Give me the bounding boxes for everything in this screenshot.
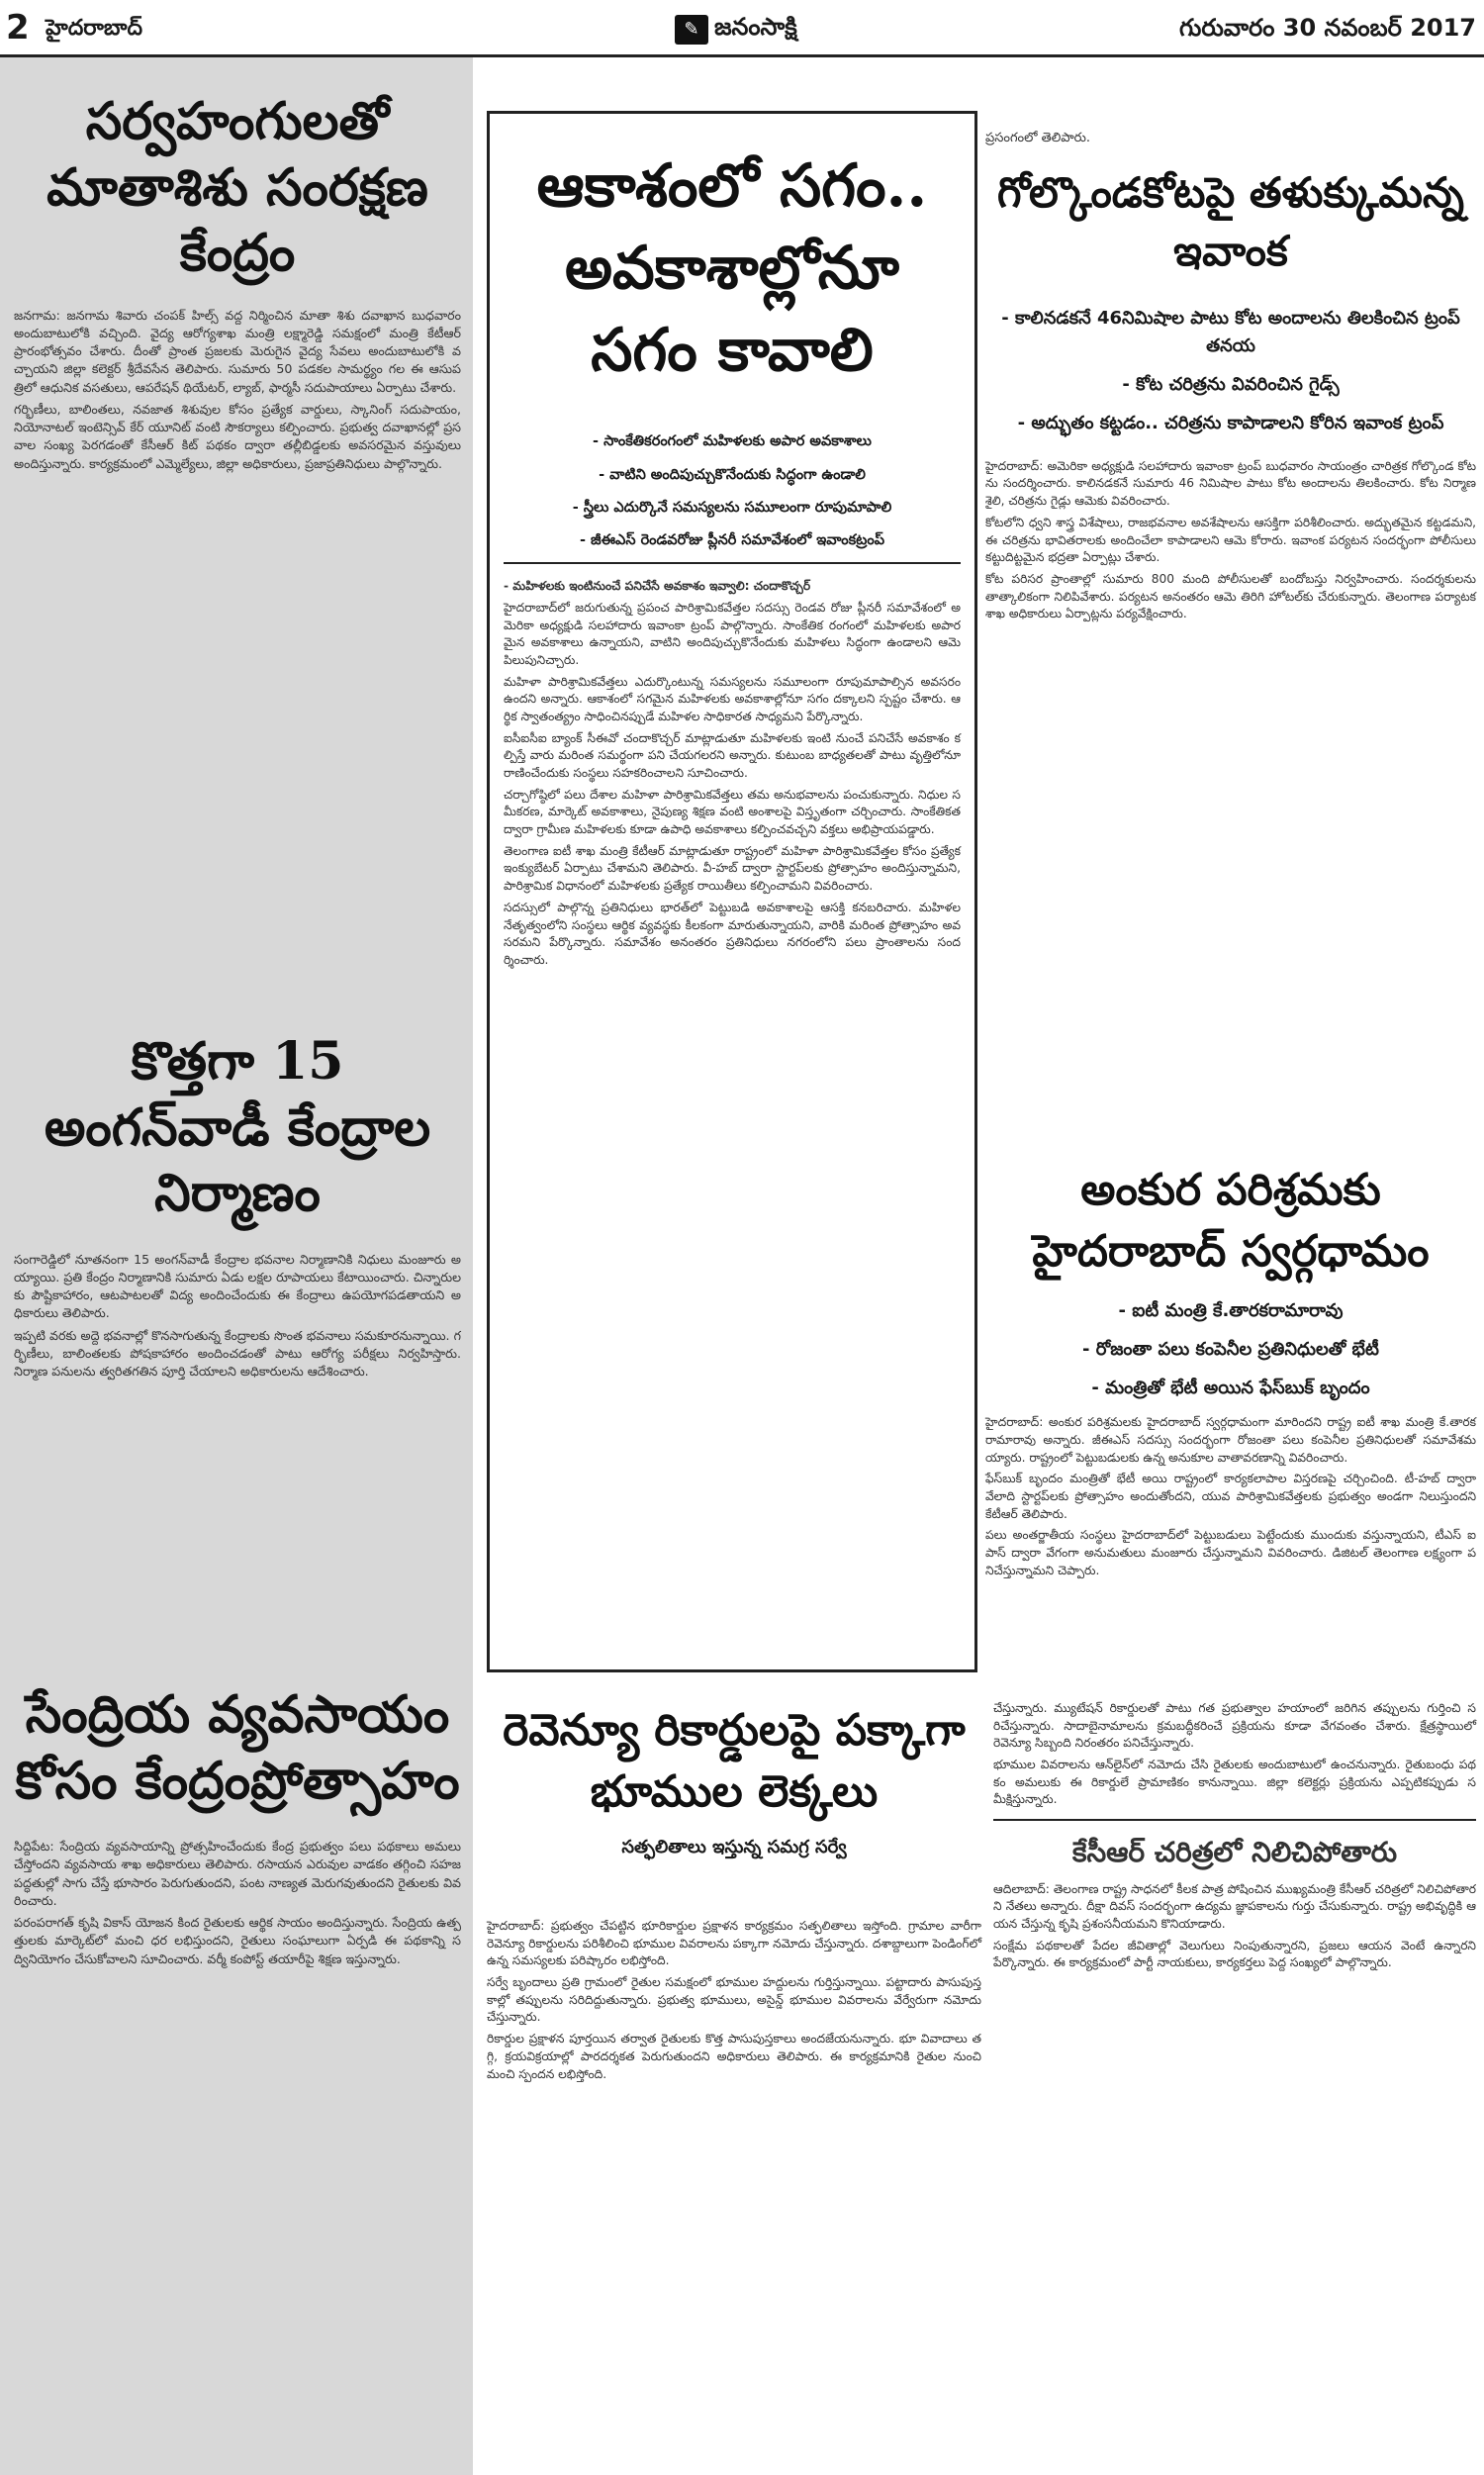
article-body (985, 1414, 1476, 1579)
article-land-records (487, 1700, 1476, 2081)
article-headline: సేంద్రియ వ్యవసాయం కోసం కేంద్రంప్రోత్సాహం (15, 1684, 460, 1811)
page-header (0, 0, 1484, 57)
page-date: గురువారం 30 నవంబర్ 2017 (1179, 14, 1476, 42)
article-headline: కొత్తగా 15 అంగన్‌వాడీ కేంద్రాల నిర్మాణం (44, 1031, 431, 1224)
article-maternal-child-center (14, 89, 461, 477)
article-body (14, 1838, 461, 1968)
article-bullet: - మంత్రితో భేటీ అయిన ఫేస్‌బుక్ బృందం (1091, 1377, 1370, 1398)
article-paragraph: పలు అంతర్జాతీయ సంస్థలు హైదరాబాద్‌లో పెట్టుబడులు పెట్టేందుకు ముందుకు వస్తున్నాయని, టీఎస్ ఐపాస్ ద్వారా వేగంగా అనుమతులు మంజూరు చేస్తున్నామని వివరించారు. డిజిటల్ తెలంగాణ లక్ష్యంగా పనిచేస్తున్నామని చెప్పారు. (985, 1528, 1476, 1577)
article-bullet: - రోజంతా పలు కంపెనీల ప్రతినిధులతో భేటీ (1082, 1338, 1379, 1360)
article-paragraph: పరంపరాగత్ కృషి వికాస్ యోజన కింద రైతులకు ఆర్థిక సాయం అందిస్తున్నారు. సేంద్రియ ఉత్పత్తులకు మార్కెట్‌లో మంచి ధర లభిస్తుందని, రైతులు సంఘాలుగా ఏర్పడి ఈ పథకాన్ని సద్వినియోగం చేసుకోవాలని సూచించారు. వర్మీ కంపోస్ట్ తయారీపై శిక్షణ ఇస్తున్నారు. (14, 1915, 461, 1966)
article-paragraph: తెలంగాణ ఐటీ శాఖ మంత్రి కేటీఆర్ మాట్లాడుతూ రాష్ట్రంలో మహిళా పారిశ్రామికవేత్తల కోసం ప్రత్యేక ఇంక్యుబేటర్ ఏర్పాటు చేశామని తెలిపారు. వీ-హబ్ ద్వారా స్టార్టప్‌లకు ప్రోత్సాహం అందిస్తున్నామని, పారిశ్రామిక విధానంలో మహిళలకు ప్రత్యేక రాయితీలు కల్పించామని వివరించారు. (504, 843, 961, 894)
article-paragraph: సదస్సులో పాల్గొన్న ప్రతినిధులు భారత్‌లో పెట్టుబడి అవకాశాలపై ఆసక్తి కనబరిచారు. మహిళల నేతృత్వంలోని సంస్థలు ఆర్థిక వ్యవస్థకు కీలకంగా మారుతున్నాయని, వారికి మరింత ప్రోత్సాహం అవసరమని పేర్కొన్నారు. సమావేశం అనంతరం ప్రతినిధులు నగరంలోని పలు ప్రాంతాలను సందర్శించారు. (504, 900, 961, 967)
article-bullet: - కాలినడకనే 46నిమిషాల పాటు కోట అందాలను తిలకించిన ట్రంప్ తనయ (1001, 307, 1460, 357)
article-body-col-1 (487, 1918, 981, 2087)
article-headline: సర్వహంగులతో మాతాశిశు సంరక్షణ కేంద్రం (46, 91, 428, 284)
article-paragraph: సంక్షేమ పథకాలతో పేదల జీవితాల్లో వెలుగులు నింపుతున్నారని, ప్రజలు ఆయన వెంటే ఉన్నారని పేర్కొన్నారు. ఈ కార్యక్రమంలో పార్టీ నాయకులు, కార్యకర్తలు పెద్ద సంఖ్యలో పాల్గొన్నారు. (993, 1938, 1476, 1970)
feature-bullet: - స్త్రీలు ఎదుర్కొనే సమస్యలను సమూలంగా రూపుమాపాలి (572, 499, 892, 516)
article-paragraph: చర్చాగోష్ఠిలో పలు దేశాల మహిళా పారిశ్రామికవేత్తలు తమ అనుభవాలను పంచుకున్నారు. నిధుల సమీకరణ, మార్కెట్ అవకాశాలు, నైపుణ్య శిక్షణ వంటి అంశాలపై విస్తృతంగా చర్చించారు. సాంకేతికత ద్వారా గ్రామీణ మహిళలకు కూడా ఉపాధి అవకాశాలు కల్పించవచ్చని వక్తలు అభిప్రాయపడ్డారు. (504, 787, 961, 837)
newspaper-name: జనంసాక్షి (714, 12, 797, 41)
article-subheadline: కేసీఆర్ చరిత్రలో నిలిచిపోతారు (1071, 1836, 1398, 1869)
feature-ivanka-ges (487, 111, 977, 1672)
article-paragraph: హైదరాబాద్‌లో జరుగుతున్న ప్రపంచ పారిశ్రామికవేత్తల సదస్సు రెండవ రోజు ప్లీనరీ సమావేశంలో అమెరికా అధ్యక్షుడి సలహాదారు ఇవాంకా ట్రంప్ పాల్గొన్నారు. సాంకేతిక రంగంలో మహిళలకు అపారమైన అవకాశాలు ఉన్నాయని, వాటిని అందిపుచ్చుకొనేందుకు మహిళలు సిద్ధంగా ఉండాలని ఆమె పిలుపునిచ్చారు. (504, 600, 961, 667)
article-paragraph: సిద్దిపేట: సేంద్రియ వ్యవసాయాన్ని ప్రోత్సహించేందుకు కేంద్ర ప్రభుత్వం పలు పథకాలు అమలు చేస్తోందని వ్యవసాయ శాఖ అధికారులు తెలిపారు. రసాయన ఎరువుల వాడకం తగ్గించి సహజ పద్ధతుల్లో సాగు చేస్తే భూసారం పెరుగుతుందని, పంట నాణ్యత మెరుగవుతుందని రైతులకు వివరించారు. (14, 1839, 461, 1908)
feature-bullet: - సాంకేతికరంగంలో మహిళలకు అపార అవకాశాలు (593, 433, 872, 450)
article-paragraph: కోట పరిసర ప్రాంతాల్లో సుమారు 800 మంది పోలీసులతో బందోబస్తు నిర్వహించారు. సందర్శకులను తాత్కాలికంగా నిలిపివేశారు. పర్యటన అనంతరం ఆమె తిరిగి హోటల్‌కు చేరుకున్నారు. తెలంగాణ పర్యాటక శాఖ అధికారులు ఏర్పాట్లను పర్యవేక్షించారు. (985, 571, 1476, 621)
article-organic-farming (14, 1682, 461, 1972)
article-paragraph: సంగారెడ్డిలో నూతనంగా 15 అంగన్‌వాడీ కేంద్రాల భవనాల నిర్మాణానికి నిధులు మంజూరు అయ్యాయి. ప్రతి కేంద్రం నిర్మాణానికి సుమారు ఏడు లక్షల రూపాయలు కేటాయించారు. చిన్నారులకు పౌష్టికాహారం, ఆటపాటలతో విద్య అందించేందుకు ఈ కేంద్రాలు ఉపయోగపడతాయని అధికారులు తెలిపారు. (14, 1251, 461, 1321)
article-paragraph: జనగామ: జనగామ శివారు చంపక్ హిల్స్ వద్ద నిర్మించిన మాతా శిశు దవాఖాన బుధవారం అందుబాటులోకి వచ్చింది. వైద్య ఆరోగ్యశాఖ మంత్రి లక్ష్మారెడ్డి సమక్షంలో మంత్రి కేటీఆర్ ప్రారంభోత్సవం చేశారు. దీంతో ప్రాంత ప్రజలకు మెరుగైన వైద్య సేవలు అందుబాటులోకి వచ్చాయని జిల్లా కలెక్టర్ శ్రీదేవసేన తెలిపారు. సుమారు 50 పడకల సామర్థ్యం గల ఈ ఆసుపత్రిలో ఆధునిక వసతులు, ఆపరేషన్ థియేటర్, ల్యాబ్, ఫార్మసీ సదుపాయాలు ఏర్పాటు చేశారు. (14, 307, 461, 395)
article-paragraph: మహిళా పారిశ్రామికవేత్తలు ఎదుర్కొంటున్న సమస్యలను సమూలంగా రూపుమాపాల్సిన అవసరం ఉందని అన్నారు. ఆకాశంలో సగమైన మహిళలకు అవకాశాల్లోనూ సగం దక్కాలని స్పష్టం చేశారు. ఆర్థిక స్వాతంత్య్రం సాధించినప్పుడే మహిళల సాధికారత సాధ్యమని పేర్కొన్నారు. (504, 674, 961, 723)
article-paragraph: ఇప్పటి వరకు అద్దె భవనాల్లో కొనసాగుతున్న కేంద్రాలకు సొంత భవనాలు సమకూరనున్నాయి. గర్భిణీలు, బాలింతలకు పోషకాహారం అందించడంతో పాటు ఆరోగ్య పరీక్షలు నిర్వహిస్తారు. నిర్మాణ పనులను త్వరితగతిన పూర్తి చేయాలని అధికారులను ఆదేశించారు. (14, 1327, 461, 1380)
article-body (14, 1251, 461, 1381)
continuation-line: ప్రసంగంలో తెలిపారు. (985, 131, 1091, 145)
divider (504, 562, 961, 564)
article-paragraph: కోటలోని ధ్వని శాస్త్ర విశేషాలు, రాజభవనాల అవశేషాలను ఆసక్తిగా పరిశీలించారు. అద్భుతమైన కట్టడమని, ఈ చరిత్రను భావితరాలకు అందించేలా కాపాడాలని ఆమె కోరారు. ఇవాంక పర్యటన సందర్భంగా పోలీసులు కట్టుదిట్టమైన భద్రతా ఏర్పాట్లు చేశారు. (985, 515, 1476, 565)
article-golkonda-visit (985, 164, 1476, 627)
feature-headline: ఆకాశంలో సగం.. అవకాశాల్లోనూ సగం కావాలి (536, 151, 928, 385)
article-body (985, 458, 1476, 623)
article-paragraph: చేస్తున్నారు. మ్యుటేషన్ రికార్డులతో పాటు గత ప్రభుత్వాల హయాంలో జరిగిన తప్పులను గుర్తించి సరిచేస్తున్నారు. సాదాబైనామాలను క్రమబద్ధీకరించే ప్రక్రియను కూడా వేగవంతం చేశారు. క్షేత్రస్థాయిలో రెవెన్యూ సిబ్బంది నిరంతరం పనిచేస్తున్నారు. (993, 1701, 1476, 1751)
feature-body (504, 578, 961, 969)
newspaper-logo-icon: ✎ (675, 15, 708, 45)
article-body-col-2 (993, 1700, 1476, 1976)
article-startup-hub (985, 1160, 1476, 1584)
feature-bullet: - వాటిని అందిపుచ్చుకొనేందుకు సిద్ధంగా ఉండాలి (599, 466, 866, 483)
article-bullet: - ఐటీ మంత్రి కే.తారకరామారావు (1118, 1299, 1344, 1321)
feature-bullets (504, 430, 961, 552)
article-paragraph: రికార్డుల ప్రక్షాళన పూర్తయిన తర్వాత రైతులకు కొత్త పాసుపుస్తకాలు అందజేయనున్నారు. భూ వివాదాలు తగ్గి, క్రయవిక్రయాల్లో పారదర్శకత పెరుగుతుందని అధికారులు తెలిపారు. ఈ కార్యక్రమానికి రైతుల నుంచి మంచి స్పందన లభిస్తోంది. (487, 2032, 981, 2081)
article-paragraph: సర్వే బృందాలు ప్రతి గ్రామంలో రైతుల సమక్షంలో భూముల హద్దులను గుర్తిస్తున్నాయి. పట్టాదారు పాసుపుస్తకాల్లో తప్పులను సరిదిద్దుతున్నారు. ప్రభుత్వ భూములు, అసైన్డ్ భూముల వివరాలను వేర్వేరుగా నమోదు చేస్తున్నారు. (487, 1975, 981, 2025)
article-paragraph: ఆదిలాబాద్: తెలంగాణ రాష్ట్ర సాధనలో కీలక పాత్ర పోషించిన ముఖ్యమంత్రి కేసీఆర్ చరిత్రలో నిలిచిపోతారని నేతలు అన్నారు. దీక్షా దివస్ సందర్భంగా ఉద్యమ జ్ఞాపకాలను గుర్తు చేసుకున్నారు. రాష్ట్ర అభివృద్ధికి ఆయన చేస్తున్న కృషి ప్రశంసనీయమని కొనియాడారు. (993, 1881, 1476, 1932)
divider (993, 1819, 1476, 1821)
article-anganwadi-centers (14, 1029, 461, 1384)
article-bullets (985, 305, 1476, 438)
article-bullet: - కోట చరిత్రను వివరించిన గైడ్స్ (1122, 374, 1340, 396)
article-bullets (985, 1297, 1476, 1402)
article-body (14, 307, 461, 473)
masthead (675, 12, 797, 47)
article-paragraph: హైదరాబాద్: అంకుర పరిశ్రమలకు హైదరాబాద్ స్వర్గధామంగా మారిందని రాష్ట్ర ఐటీ శాఖ మంత్రి కే.తారకరామారావు అన్నారు. జీఈఎస్ సదస్సు సందర్భంగా రోజంతా పలు కంపెనీల ప్రతినిధులతో సమావేశమయ్యారు. రాష్ట్రంలో పెట్టుబడులకు ఉన్న అనుకూల వాతావరణాన్ని వివరించారు. (985, 1415, 1476, 1465)
article-headline: గోల్కొండకోటపై తళుక్కుమన్న ఇవాంక (997, 168, 1464, 275)
page-section-city: హైదరాబాద్ (46, 16, 142, 41)
article-paragraph: ఫేస్‌బుక్ బృందం మంత్రితో భేటీ అయి రాష్ట్రంలో కార్యకలాపాల విస్తరణపై చర్చించింది. టీ-హబ్ ద్వారా వేలాది స్టార్టప్‌లకు ప్రోత్సాహం అందుతోందని, యువ పారిశ్రామికవేత్తలకు ప్రభుత్వం అండగా నిలుస్తుందని కేటీఆర్ తెలిపారు. (985, 1472, 1476, 1521)
article-paragraph: భూముల వివరాలను ఆన్‌లైన్‌లో నమోదు చేసి రైతులకు అందుబాటులో ఉంచనున్నారు. రైతుబంధు పథకం అమలుకు ఈ రికార్డులే ప్రామాణికం కానున్నాయి. జిల్లా కలెక్టర్లు ప్రక్రియను ఎప్పటికప్పుడు సమీక్షిస్తున్నారు. (993, 1758, 1476, 1807)
article-deck: సత్ఫలితాలు ఇస్తున్న సమగ్ర సర్వే (621, 1836, 847, 1857)
article-paragraph: ఐసీఐసీఐ బ్యాంక్ సీఈవో చందాకొచ్చర్ మాట్లాడుతూ మహిళలకు ఇంటి నుంచే పనిచేసే అవకాశం కల్పిస్తే వారు మరింత సమర్థంగా పని చేయగలరని అన్నారు. కుటుంబ బాధ్యతలతో పాటు వృత్తిలోనూ రాణించేందుకు సంస్థలు సహకరించాలని సూచించారు. (504, 730, 961, 781)
article-bullet: - అద్భుతం కట్టడం.. చరిత్రను కాపాడాలని కోరిన ఇవాంక ట్రంప్ (1017, 412, 1444, 433)
article-paragraph: గర్భిణీలు, బాలింతలు, నవజాత శిశువుల కోసం ప్రత్యేక వార్డులు, స్కానింగ్ సదుపాయం, నియోనాటల్ ఇంటెన్సివ్ కేర్ యూనిట్ వంటి సౌకర్యాలు కల్పించారు. ప్రభుత్వ దవాఖానల్లో ప్రసవాల సంఖ్య పెరగడంతో కేసీఆర్ కిట్ పథకం ద్వారా తల్లీబిడ్డలకు అవసరమైన వస్తువులు అందిస్తున్నారు. కార్యక్రమంలో ఎమ్మెల్యేలు, జిల్లా అధికారులు, ప్రజాప్రతినిధులు పాల్గొన్నారు. (14, 401, 461, 471)
page-number: 2 (6, 8, 30, 48)
article-headline: రెవెన్యూ రికార్డులపై పక్కాగా భూముల లెక్కలు (503, 1705, 966, 1818)
article-paragraph: హైదరాబాద్: అమెరికా అధ్యక్షుడి సలహాదారు ఇవాంకా ట్రంప్ బుధవారం సాయంత్రం చారిత్రక గోల్కొండ కోటను సందర్శించారు. కాలినడకనే సుమారు 46 నిమిషాల పాటు కోట అందాలను తిలకించారు. కోట నిర్మాణ శైలి, చరిత్రను గైడ్లు ఆమెకు వివరించారు. (985, 458, 1476, 509)
feature-bullet: - జీఈఎస్ రెండవరోజు ప్లీనరీ సమావేశంలో ఇవాంకట్రంప్ (579, 531, 885, 548)
article-headline: అంకుర పరిశ్రమకు హైదరాబాద్ స్వర్గధామం (1032, 1165, 1430, 1278)
feature-subhead: - మహిళలకు ఇంటినుంచే పనిచేసే అవకాశం ఇవ్వాలి: చందాకొచ్చర్ (504, 579, 811, 594)
article-paragraph: హైదరాబాద్: ప్రభుత్వం చేపట్టిన భూరికార్డుల ప్రక్షాళన కార్యక్రమం సత్ఫలితాలు ఇస్తోంది. గ్రామాల వారీగా రెవెన్యూ రికార్డులను పరిశీలించి భూముల వివరాలను పక్కాగా నమోదు చేస్తున్నారు. దశాబ్దాలుగా పెండింగ్‌లో ఉన్న సమస్యలకు పరిష్కారం లభిస్తోంది. (487, 1919, 981, 1968)
